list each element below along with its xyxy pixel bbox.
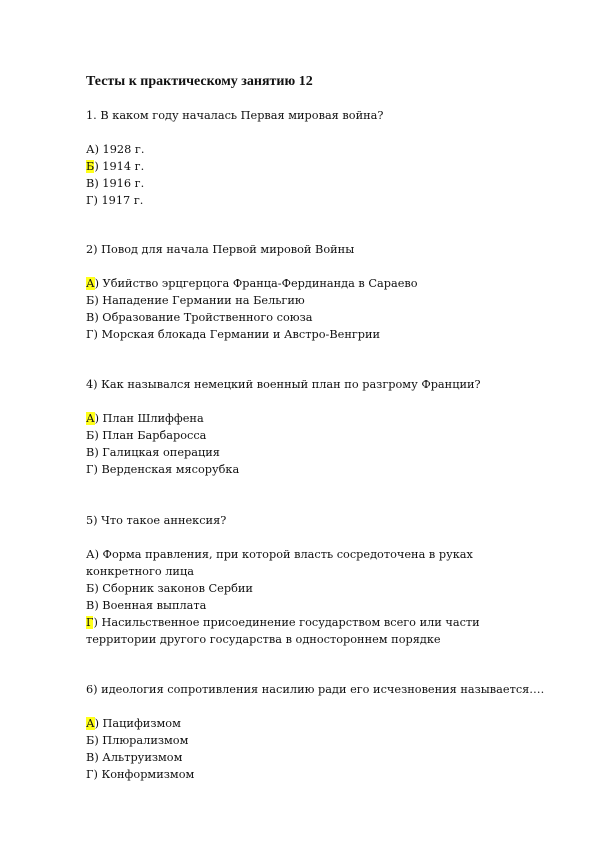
- answer-option: [86, 715, 556, 732]
- answer-text: ) Конформизмом: [93, 768, 195, 781]
- answer-text: ) Нападение Германии на Бельгию: [94, 294, 305, 307]
- answer-text: ) Плюрализмом: [94, 734, 189, 747]
- answer-text: ) Убийство эрцгерцога Франца-Фердинанда в Сараево: [94, 277, 418, 290]
- answer-option: [86, 292, 556, 309]
- answer-text: ) 1916 г.: [94, 177, 145, 190]
- answer-letter: В: [86, 446, 95, 459]
- answer-text: ) Военная выплата: [94, 599, 207, 612]
- answer-list: [86, 715, 556, 783]
- answer-letter: Б: [86, 734, 95, 747]
- answer-letter: Б: [86, 429, 95, 442]
- question-2: [86, 241, 556, 343]
- answer-letter: В: [86, 311, 95, 324]
- answer-list: [86, 141, 556, 209]
- answer-letter: Б: [86, 294, 95, 307]
- answer-letter: Г: [86, 768, 94, 781]
- answer-list: [86, 275, 556, 343]
- answer-option: [86, 732, 556, 749]
- answer-text: ) План Шлиффена: [94, 412, 204, 425]
- answer-option: [86, 175, 556, 192]
- answer-text: ) 1914 г.: [94, 160, 145, 173]
- answer-letter: Б: [86, 582, 95, 595]
- answer-option: [86, 546, 551, 580]
- answer-letter: Г: [86, 194, 94, 207]
- question-text: 6) идеология сопротивления насилию ради его исчезновения называется….: [86, 683, 545, 696]
- answer-letter-highlighted: А: [86, 412, 95, 425]
- answer-option: [86, 326, 556, 343]
- answer-letter: А: [86, 143, 95, 156]
- answer-letter: В: [86, 751, 95, 764]
- document-title: Тесты к практическому занятию 12: [86, 74, 313, 89]
- answer-text: ) План Барбаросса: [94, 429, 207, 442]
- answer-option: [86, 275, 556, 292]
- answer-option: [86, 309, 556, 326]
- answer-list: [86, 546, 556, 648]
- answer-text: ) Альтруизмом: [94, 751, 183, 764]
- answer-text: ) Насильственное присоединение государством всего или части территории другого государства в одностороннем порядке: [86, 616, 480, 646]
- answer-letter-highlighted: А: [86, 277, 95, 290]
- question-text: 2) Повод для начала Первой мировой Войны: [86, 243, 355, 256]
- answer-letter: В: [86, 177, 95, 190]
- answer-text: ) Галицкая операция: [94, 446, 220, 459]
- answer-option: [86, 597, 556, 614]
- answer-text: ) Сборник законов Сербии: [94, 582, 253, 595]
- answer-option: [86, 766, 556, 783]
- answer-letter: В: [86, 599, 95, 612]
- answer-option: [86, 141, 556, 158]
- answer-text: ) Морская блокада Германии и Австро-Венгрии: [93, 328, 381, 341]
- answer-letter-highlighted: Б: [86, 160, 95, 173]
- answer-option: [86, 427, 556, 444]
- answer-option: [86, 444, 556, 461]
- answer-letter-highlighted: А: [86, 717, 95, 730]
- answer-option: [86, 410, 556, 427]
- question-text: 5) Что такое аннексия?: [86, 514, 227, 527]
- answer-text: ) Верденская мясорубка: [93, 463, 240, 476]
- answer-text: ) 1928 г.: [94, 143, 145, 156]
- question-5: [86, 512, 556, 648]
- answer-option: [86, 461, 556, 478]
- answer-option: [86, 158, 556, 175]
- answer-letter-highlighted: Г: [86, 616, 94, 629]
- answer-option: [86, 614, 551, 648]
- answer-option: [86, 192, 556, 209]
- answer-option: [86, 749, 556, 766]
- answer-letter: А: [86, 548, 95, 561]
- question-1: [86, 107, 556, 209]
- question-text: 4) Как назывался немецкий военный план по разгрому Франции?: [86, 378, 481, 391]
- answer-text: ) Форма правления, при которой власть сосредоточена в руках конкретного лица: [86, 548, 473, 578]
- answer-text: ) 1917 г.: [93, 194, 144, 207]
- answer-letter: Г: [86, 463, 94, 476]
- answer-option: [86, 580, 556, 597]
- question-text: 1. В каком году началась Первая мировая война?: [86, 109, 384, 122]
- question-6: [86, 681, 556, 783]
- answer-list: [86, 410, 556, 478]
- answer-text: ) Пацифизмом: [94, 717, 181, 730]
- answer-text: ) Образование Тройственного союза: [94, 311, 313, 324]
- answer-letter: Г: [86, 328, 94, 341]
- question-4: [86, 376, 556, 478]
